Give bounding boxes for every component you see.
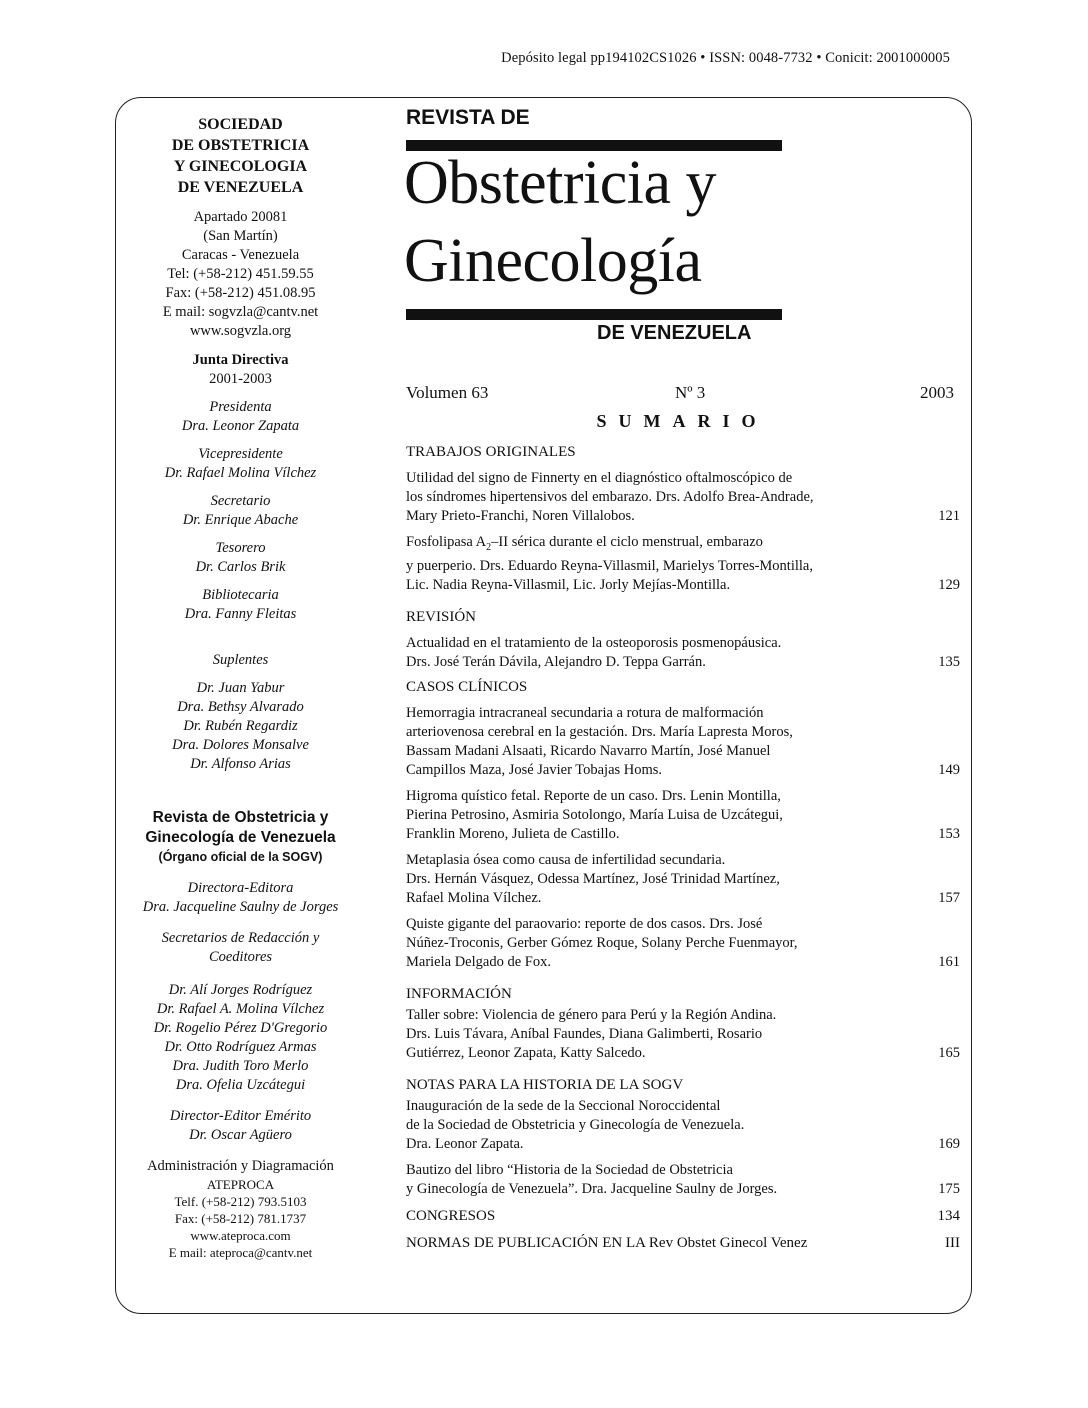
toc-entry[interactable]: Higroma quístico fetal. Reporte de un caso. Drs. Lenin Montilla, Pierina Petrosino, Asmiria Sotolongo, María Luisa de Uzcátegui, Franklin Moreno, Julieta de Castillo. 153 xyxy=(406,787,960,842)
board-period: 2001-2003 xyxy=(209,371,272,387)
revista-title: Revista de Obstetricia y Ginecología de Venezuela xyxy=(145,809,336,846)
board-member: Dra. Fanny Fleitas xyxy=(184,606,297,622)
suplente: Dra. Bethsy Alvarado xyxy=(177,699,304,715)
toc-section-heading: REVISIÓN xyxy=(406,608,476,625)
editor-name: Dra. Jacqueline Saulny de Jorges xyxy=(142,899,339,915)
masthead-revista-de: REVISTA DE xyxy=(406,106,530,129)
toc-page-number: 149 xyxy=(938,761,960,778)
admin-company: ATEPROCA xyxy=(206,1177,275,1192)
toc-page-number: 129 xyxy=(938,576,960,593)
board-role: Secretario xyxy=(210,493,271,509)
toc-section-heading: CASOS CLÍNICOS xyxy=(406,678,528,695)
secretarios-label: Secretarios de Redacción y Coeditores xyxy=(161,930,320,965)
suplentes-label: Suplentes xyxy=(212,652,269,668)
secretario: Dra. Judith Toro Merlo xyxy=(172,1058,309,1074)
suplente: Dr. Alfonso Arias xyxy=(190,756,291,772)
emerito-name: Dr. Oscar Agüero xyxy=(189,1127,292,1143)
secretario: Dra. Ofelia Uzcátegui xyxy=(175,1077,306,1093)
toc-page-number: 165 xyxy=(938,1044,960,1061)
admin-phone: Telf. (+58-212) 793.5103 xyxy=(174,1194,307,1209)
issue-volume: Volumen 63 xyxy=(406,383,489,402)
toc-page-number: 157 xyxy=(938,889,960,906)
secretario: Dr. Rafael A. Molina Vílchez xyxy=(156,1001,325,1017)
toc-page-number: 135 xyxy=(938,653,960,670)
secretario: Dr. Rogelio Pérez D'Gregorio xyxy=(153,1020,328,1036)
issue-number: Nº 3 xyxy=(675,383,706,402)
emerito-role: Director-Editor Emérito xyxy=(169,1108,312,1124)
toc-page-number: 169 xyxy=(938,1135,960,1152)
toc-section-normas[interactable]: NORMAS DE PUBLICACIÓN EN LA Rev Obstet Ginecol Venez III xyxy=(406,1234,960,1251)
admin-email: E mail: ateproca@cantv.net xyxy=(168,1245,313,1260)
toc-entry[interactable]: Hemorragia intracraneal secundaria a rotura de malformación arteriovenosa cerebral en la gestación. Drs. María Lapresta Moros, Bassam Madani Alsaati, Ricardo Navarro Martín, José Manuel Campillos Maza, José Javier Tobajas Homs. 149 xyxy=(406,704,960,778)
board-member: Dra. Leonor Zapata xyxy=(181,418,300,434)
masthead-de-venezuela: DE VENEZUELA xyxy=(597,322,752,344)
board-role: Vicepresidente xyxy=(198,446,283,462)
editor-role: Directora-Editora xyxy=(187,880,294,896)
toc-page-number: 153 xyxy=(938,825,960,842)
society-name: SOCIEDAD DE OBSTETRICIA Y GINECOLOGIA DE VENEZUELA xyxy=(171,116,310,196)
secretarios-list xyxy=(118,981,363,1095)
toc-entry[interactable]: Bautizo del libro “Historia de la Sociedad de Obstetricia y Ginecología de Venezuela”. Dra. Jacqueline Saulny de Jorges. 175 xyxy=(406,1161,960,1197)
organo-oficial: (Órgano oficial de la SOGV) xyxy=(158,850,323,864)
toc-entry[interactable]: Fosfolipasa $A_2-II$ sérica durante el ciclo menstrual, embarazo y puerperio. Drs. Eduardo Reyna-Villasmil, Marielys Torres-Montilla, Lic. Nadia Reyna-Villasmil, Lic. Jorly Mejías-Montilla. 129 xyxy=(406,534,960,593)
society-website: www.sogvzla.org xyxy=(189,323,292,339)
secretario: Dr. Alí Jorges Rodríguez xyxy=(168,982,313,998)
masthead-title-line1: Obstetricia y xyxy=(404,149,717,217)
board-member: Dr. Rafael Molina Vílchez xyxy=(164,465,317,481)
suplentes-list xyxy=(118,679,363,774)
toc-section-congresos[interactable]: CONGRESOS 134 xyxy=(406,1207,960,1224)
issue-year: 2003 xyxy=(920,383,954,402)
toc-page-number: 161 xyxy=(938,953,960,970)
admin-fax: Fax: (+58-212) 781.1737 xyxy=(174,1211,307,1226)
toc-entry[interactable]: Utilidad del signo de Finnerty en el diagnóstico oftalmoscópico de los síndromes hipertensivos del embarazo. Drs. Adolfo Brea-Andrade, Mary Prieto-Franchi, Noren Villalobos. 121 xyxy=(406,470,960,524)
board-title: Junta Directiva xyxy=(192,352,289,368)
board-role: Tesorero xyxy=(215,540,266,556)
secretario: Dr. Otto Rodríguez Armas xyxy=(164,1039,317,1055)
masthead-title-line2: Ginecología xyxy=(404,227,702,295)
toc-page-number: 175 xyxy=(938,1180,960,1197)
table-of-contents xyxy=(406,443,960,1253)
toc-page-number: III xyxy=(945,1234,960,1251)
sumario-heading: SUMARIO xyxy=(596,411,768,431)
society-phone: Tel: (+58-212) 451.59.55 xyxy=(167,266,314,282)
masthead-bottom-rule xyxy=(406,309,782,320)
toc-entry[interactable]: Quiste gigante del paraovario: reporte de dos casos. Drs. José Núñez-Troconis, Gerber Gómez Roque, Solany Perche Fuenmayor, Mariela Delgado de Fox. 161 xyxy=(406,915,960,970)
board-role: Presidenta xyxy=(209,399,272,415)
toc-entry[interactable]: Actualidad en el tratamiento de la osteoporosis posmenopáusica. Drs. José Terán Dávila, Alejandro D. Teppa Garrán. 135 xyxy=(406,634,960,670)
board-member: Dr. Carlos Brik xyxy=(195,559,286,575)
legal-deposit-line: Depósito legal pp194102CS1026 • ISSN: 0048-7732 • Conicit: 2001000005 xyxy=(501,50,950,66)
suplente: Dra. Dolores Monsalve xyxy=(172,737,309,753)
toc-entry[interactable]: Metaplasia ósea como causa de infertilidad secundaria. Drs. Hernán Vásquez, Odessa Martínez, José Trinidad Martínez, Rafael Molina Vílchez. 157 xyxy=(406,851,960,906)
admin-website: www.ateproca.com xyxy=(190,1228,291,1243)
toc-section-heading: TRABAJOS ORIGINALES xyxy=(406,444,576,460)
board-member: Dr. Enrique Abache xyxy=(182,512,299,528)
suplente: Dr. Rubén Regardiz xyxy=(183,718,298,734)
toc-section-heading: NOTAS PARA LA HISTORIA DE LA SOGV xyxy=(406,1076,684,1093)
toc-section-heading: INFORMACIÓN xyxy=(406,985,512,1002)
society-fax: Fax: (+58-212) 451.08.95 xyxy=(165,285,316,301)
toc-page-number: 121 xyxy=(938,508,960,524)
toc-page-number: 134 xyxy=(937,1207,960,1224)
admin-label: Administración y Diagramación xyxy=(147,1158,334,1174)
suplente: Dr. Juan Yabur xyxy=(196,680,285,696)
board-role: Bibliotecaria xyxy=(202,587,279,603)
society-email: E mail: sogvzla@cantv.net xyxy=(162,304,319,320)
society-address: Apartado 20081 (San Martín) Caracas - Venezuela Tel: (+58-212) 451.59.55 Fax: (+58-212) 451.08.95 E mail: sogvzla@cantv.net www.sogvzla.org xyxy=(118,208,363,341)
toc-entry[interactable]: Inauguración de la sede de la Seccional Noroccidental de la Sociedad de Obstetricia y Ginecología de Venezuela. Dra. Leonor Zapata. 169 xyxy=(406,1097,960,1152)
left-column xyxy=(118,114,363,1261)
toc-entry[interactable]: Taller sobre: Violencia de género para Perú y la Región Andina. Drs. Luis Távara, Aníbal Faundes, Diana Galimberti, Rosario Gutiérrez, Leonor Zapata, Katty Salcedo. 165 xyxy=(406,1006,960,1061)
